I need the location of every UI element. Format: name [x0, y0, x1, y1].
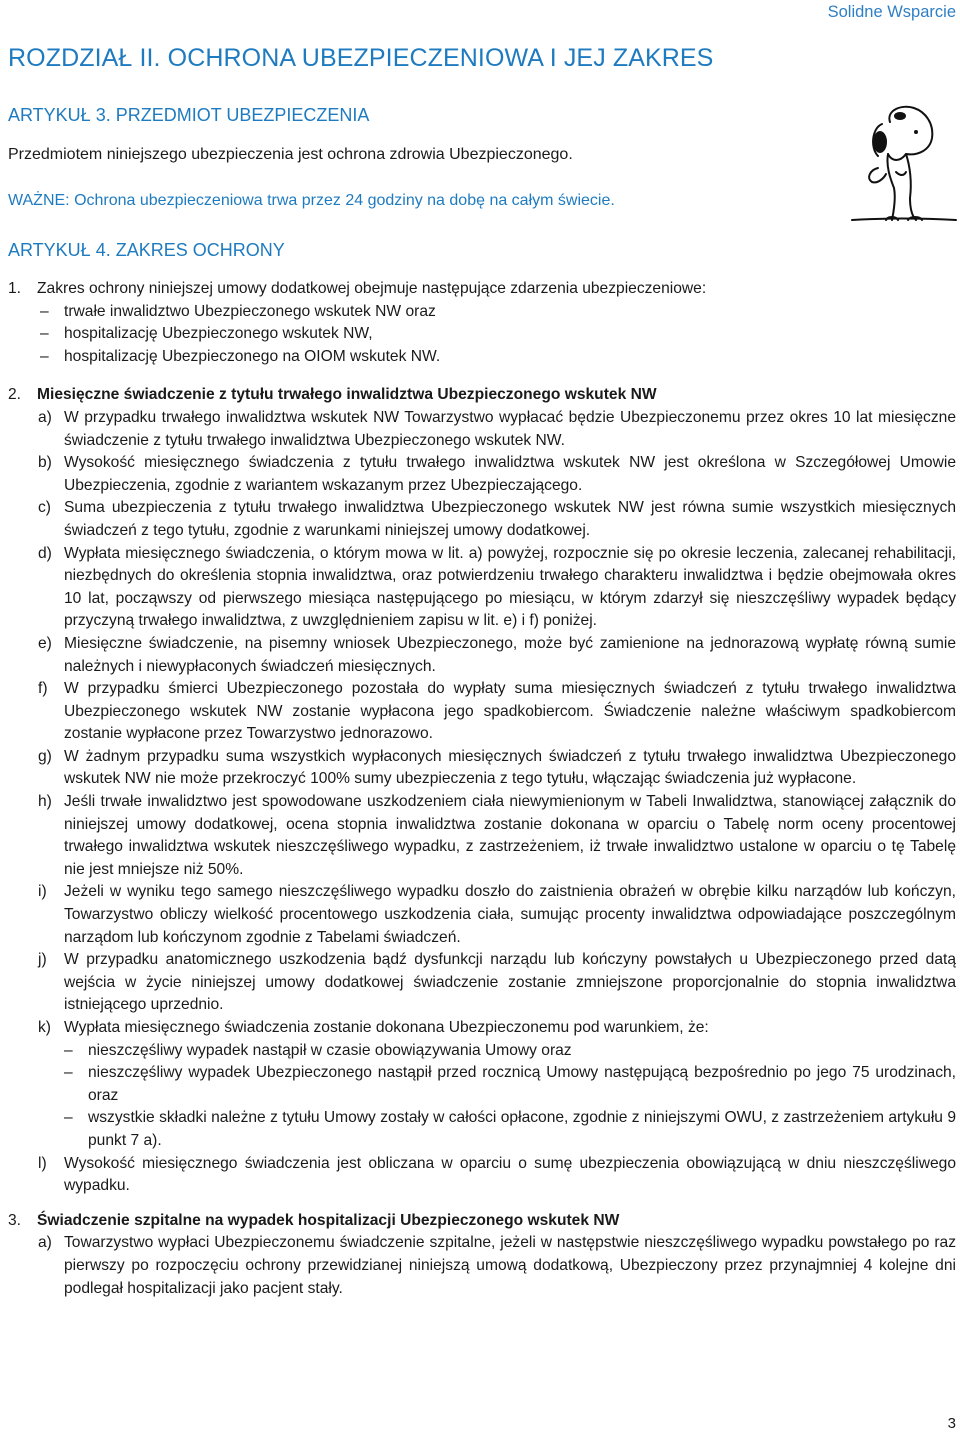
section-3-heading: Świadczenie szpitalne na wypadek hospitalizacji Ubezpieczonego wskutek NW: [37, 1211, 620, 1229]
section-1-text: Zakres ochrony niniejszej umowy dodatkowej obejmuje następujące zdarzenia ubezpieczeniowe:: [37, 280, 707, 297]
article-4-title: ARTYKUŁ 4. ZAKRES OCHRONY: [8, 240, 285, 260]
chapter-title: ROZDZIAŁ II. OCHRONA UBEZPIECZENIOWA I JEJ ZAKRES: [8, 44, 714, 72]
list-item: – hospitalizację Ubezpieczonego wskutek NW,: [0, 323, 960, 346]
section-2: [0, 384, 960, 407]
brand-name: Solidne Wsparcie: [827, 3, 956, 21]
list-item: – nieszczęśliwy wypadek Ubezpieczonego nastąpił przed rocznicą Umowy następującą bezpośrednio po jego 75 urodzinach, oraz: [0, 1062, 960, 1107]
content-body: [0, 278, 960, 1300]
dog-illustration-icon: [842, 102, 960, 226]
list-item: g) W żadnym przypadku suma wszystkich wypłaconych miesięcznych świadczeń z tytułu trwałego inwalidztwa Ubezpieczonego wskutek NW nie może przekroczyć 100% sumy ubezpieczenia z tego tytułu, włączając świadczenia już wypłacone.: [38, 747, 956, 788]
section-2-heading: Miesięczne świadczenie z tytułu trwałego inwalidztwa Ubezpieczonego wskutek NW: [37, 386, 657, 404]
list-item: h) Jeśli trwałe inwalidztwo jest spowodowane uszkodzeniem ciała niewymienionym w Tabeli Inwalidztwa, stanowiącej załącznik do niniejszej umowy dodatkowej, ocena stopnia inwalidztwa zostanie dokonana w oparciu o Tabelę norm oceny procentowej trwałego inwalidztwa wskutek nieszczęśliwego wypadku, z zastrzeżeniem, iż trwałe inwalidztwo ustalone w oparciu o tę Tabelę nie jest mniejsze niż 50%.: [38, 793, 956, 878]
page-number: 3: [947, 1415, 956, 1432]
section-1: [0, 278, 960, 301]
section-3: [0, 1210, 960, 1233]
section-number: 2.: [8, 386, 22, 404]
list-item: – hospitalizację Ubezpieczonego na OIOM wskutek NW.: [0, 346, 960, 369]
list-item: – trwałe inwalidztwo Ubezpieczonego wskutek NW oraz: [0, 301, 960, 324]
section-number: 1.: [8, 280, 22, 297]
list-item: – wszystkie składki należne z tytułu Umowy zostały w całości opłacone, zgodnie z niniejszymi OWU, z zastrzeżeniem artykułu 9 punkt 7 a).: [0, 1107, 960, 1152]
important-note: WAŻNE: Ochrona ubezpieczeniowa trwa przez 24 godziny na dobę na całym świecie.: [8, 192, 615, 209]
section-number: 3.: [8, 1211, 22, 1229]
list-item: i) Jeżeli w wyniku tego samego nieszczęśliwego wypadku doszło do zaistnienia obrażeń w obrębie kilku narządów lub kończyn, Towarzystwo obliczy wielkość procentowego uszkodzenia ciała, sumując procenty inwalidztwa odpowiadające poszczególnym narządom lub kończynom zgodnie z Tabelami świadczeń.: [38, 883, 956, 946]
list-item: l) Wysokość miesięcznego świadczenia jest obliczana w oparciu o sumę ubezpieczenia obowiązującą w dniu nieszczęśliwego wypadku.: [38, 1154, 956, 1195]
list-item: a) Towarzystwo wypłaci Ubezpieczonemu świadczenie szpitalne, jeżeli w następstwie nieszczęśliwego wypadku powstałego po raz pierwszy po rozpoczęciu ochrony przewidzianej niniejszą umową dodatkową, Ubezpieczony przez przynajmniej 4 kolejne dni podlegał hospitalizacji jako pacjent stały.: [38, 1234, 956, 1297]
list-item: a) W przypadku trwałego inwalidztwa wskutek NW Towarzystwo wypłacać będzie Ubezpieczonemu przez okres 10 lat miesięczne świadczenie z tytułu trwałego inwalidztwa Ubezpieczonego wskutek NW.: [38, 408, 956, 449]
list-item: k) Wypłata miesięcznego świadczenia zostanie dokonana Ubezpieczonemu pod warunkiem, że:: [38, 1019, 709, 1036]
list-item: – nieszczęśliwy wypadek nastąpił w czasie obowiązywania Umowy oraz: [0, 1040, 960, 1063]
list-item: d) Wypłata miesięcznego świadczenia, o którym mowa w lit. a) powyżej, rozpocznie się po okresie leczenia, zalecanej rehabilitacji, niezbędnych do określenia stopnia inwalidztwa, oraz potwierdzeniu trwałego charakteru inwalidztwa i będzie obejmowała okres 10 lat, począwszy od pierwszego miesiąca następującego po miesiącu, w którym zdarzył się nieszczęśliwy wypadek będący przyczyną trwałego inwalidztwa, z uwzględnieniem zapisu w lit. e) i f) poniżej.: [38, 544, 956, 630]
article-3-title: ARTYKUŁ 3. PRZEDMIOT UBEZPIECZENIA: [8, 105, 370, 125]
list-item: f) W przypadku śmierci Ubezpieczonego pozostała do wypłaty suma miesięcznych świadczeń z tytułu trwałego inwalidztwa Ubezpieczonego wskutek NW zostanie wypłacona jego spadkobiercom. Świadczenie należne właściwym spadkobiercom zostanie wypłacone przez Towarzystwo jednorazowo.: [38, 680, 956, 743]
list-item: b) Wysokość miesięcznego świadczenia z tytułu trwałego inwalidztwa wskutek NW jest określona w Szczegółowej Umowie Ubezpieczenia, zgodnie z wariantem wskazanym przez Ubezpieczającego.: [38, 454, 956, 494]
intro-text: Przedmiotem niniejszego ubezpieczenia jest ochrona zdrowia Ubezpieczonego.: [8, 146, 573, 163]
list-item: c) Suma ubezpieczenia z tytułu trwałego inwalidztwa Ubezpieczonego wskutek NW jest równa sumie wszystkich miesięcznych świadczeń z tego tytułu, zgodnie z warunkami niniejszej umowy dodatkowej.: [38, 499, 956, 539]
list-item: e) Miesięczne świadczenie, na pisemny wniosek Ubezpieczonego, może być zamienione na jednorazową wypłatę równą sumie należnych i niewypłaconych świadczeń miesięcznych.: [38, 634, 956, 675]
list-item: j) W przypadku anatomicznego uszkodzenia bądź dysfunkcji narządu lub kończyny powstałych u Ubezpieczonego przed datą wejścia w życie niniejszej umowy dodatkowej świadczenie zostanie zmniejszone proporcjonalnie do stopnia inwalidztwa istniejącego uprzednio.: [38, 951, 956, 1014]
